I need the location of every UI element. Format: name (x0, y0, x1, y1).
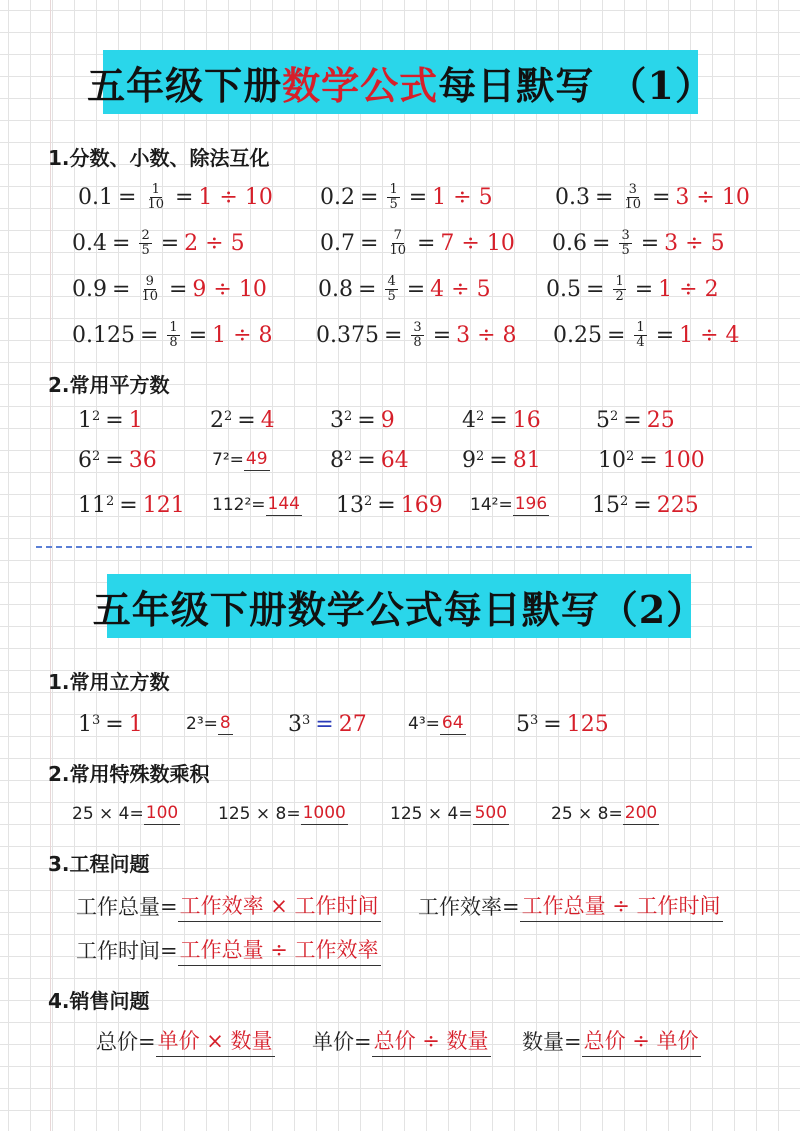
dashed-divider (36, 546, 752, 548)
answer: 8 (219, 713, 231, 733)
page-title-1 (87, 50, 714, 114)
answer: 144 (267, 494, 300, 514)
square-item: 7²= 49 (212, 449, 268, 470)
fraction: $\frac{1}{5}$ (389, 181, 398, 212)
fraction: $\frac{9}{10}$ (141, 273, 158, 304)
answer: 64 (441, 713, 464, 733)
fraction-item: 0.25 = $\frac{1}{4}$ = 1 ÷ 4 (553, 319, 740, 350)
title-1-suffix: 每日默写 （1） (438, 62, 714, 108)
fraction: $\frac{3}{8}$ (413, 319, 422, 350)
fraction-item: 0.9 = $\frac{9}{10}$ = 9 ÷ 10 (72, 273, 267, 304)
section-heading-work-problems: 3.工程问题 (48, 852, 150, 876)
fraction-item: 0.6 = $\frac{3}{5}$ = 3 ÷ 5 (552, 227, 725, 258)
decimal-value: 0.4 (72, 230, 107, 256)
decimal-value: 0.5 (546, 276, 581, 302)
cube-item: 3 $^3$ = 27 (288, 711, 367, 737)
decimal-value: 0.9 (72, 276, 107, 302)
answer: 3 ÷ 5 (664, 230, 725, 256)
square-item: 9 $^2$ = 81 (462, 447, 541, 473)
fraction: $\frac{1}{4}$ (636, 319, 645, 350)
fraction: $\frac{1}{2}$ (615, 273, 624, 304)
answer: 81 (512, 447, 541, 473)
product-item: 125 × 8= 1000 (218, 803, 346, 824)
page-title-2 (92, 574, 706, 638)
decimal-value: 0.3 (555, 184, 590, 210)
section-heading-squares: 2.常用平方数 (48, 373, 170, 397)
products-row (0, 794, 800, 834)
work-formula: 工作效率= 工作总量 ÷ 工作时间 (418, 886, 723, 926)
answer: 9 ÷ 10 (192, 276, 267, 302)
answer: 总价 ÷ 数量 (372, 1025, 491, 1057)
section-heading-cubes: 1.常用立方数 (48, 670, 170, 694)
cube-item: 2³= 8 (186, 713, 231, 734)
sales-row (0, 1021, 800, 1061)
answer: 4 (260, 407, 275, 433)
decimal-value: 0.8 (318, 276, 353, 302)
answer: 工作效率 × 工作时间 (178, 890, 381, 922)
answer: 1 ÷ 4 (679, 322, 740, 348)
decimal-value: 0.6 (552, 230, 587, 256)
answer: 3 ÷ 10 (675, 184, 750, 210)
square-item: 11 $^2$ = 121 (78, 492, 185, 518)
square-item: 15 $^2$ = 225 (592, 492, 699, 518)
fraction-item: 0.5 = $\frac{1}{2}$ = 1 ÷ 2 (546, 273, 719, 304)
square-item: 6 $^2$ = 36 (78, 447, 157, 473)
answer: 16 (512, 407, 541, 433)
squares-row (0, 440, 800, 480)
decimal-value: 0.125 (72, 322, 135, 348)
fraction: $\frac{1}{8}$ (169, 319, 178, 350)
answer: 9 (380, 407, 395, 433)
answer: 1 (128, 711, 143, 737)
work-formula: 工作时间= 工作总量 ÷ 工作效率 (76, 930, 381, 970)
square-item: 2 $^2$ = 4 (210, 407, 275, 433)
fraction: $\frac{7}{10}$ (389, 227, 406, 258)
product-item: 25 × 4= 100 (72, 803, 179, 824)
answer: 2 ÷ 5 (184, 230, 245, 256)
answer: 1 ÷ 2 (658, 276, 719, 302)
square-item: 1 $^2$ = 1 (78, 407, 143, 433)
fraction-row (0, 269, 800, 309)
product-item: 125 × 4= 500 (390, 803, 508, 824)
fraction-item: 0.3 = $\frac{3}{10}$ = 3 ÷ 10 (555, 181, 750, 212)
fraction-row (0, 177, 800, 217)
section-heading-products: 2.常用特殊数乘积 (48, 762, 210, 786)
fraction-item: 0.125 = $\frac{1}{8}$ = 1 ÷ 8 (72, 319, 273, 350)
fraction: $\frac{1}{10}$ (147, 181, 164, 212)
answer: 200 (624, 803, 658, 823)
fraction-item: 0.1 = $\frac{1}{10}$ = 1 ÷ 10 (78, 181, 273, 212)
work-row (0, 886, 800, 926)
fraction-item: 0.8 = $\frac{4}{5}$ = 4 ÷ 5 (318, 273, 491, 304)
answer: 4 ÷ 5 (430, 276, 491, 302)
work-row (0, 930, 800, 970)
answer: 7 ÷ 10 (440, 230, 515, 256)
fraction: $\frac{2}{5}$ (141, 227, 150, 258)
answer: 121 (142, 492, 185, 518)
answer: 125 (566, 711, 609, 737)
title-1-prefix: 五年级下册 (87, 62, 283, 108)
answer: 总价 ÷ 单价 (582, 1025, 701, 1057)
answer: 单价 × 数量 (156, 1025, 275, 1057)
square-item: 5 $^2$ = 25 (596, 407, 675, 433)
answer: 1 (128, 407, 143, 433)
cube-item: 5 $^3$ = 125 (516, 711, 609, 737)
square-item: 112²= 144 (212, 494, 300, 515)
answer: 1 ÷ 8 (212, 322, 273, 348)
work-formula: 工作总量= 工作效率 × 工作时间 (76, 886, 381, 926)
answer: 36 (128, 447, 157, 473)
decimal-value: 0.1 (78, 184, 113, 210)
section-heading-fraction-decimal: 1.分数、小数、除法互化 (48, 146, 270, 170)
answer: 100 (662, 447, 705, 473)
square-item: 13 $^2$ = 169 (336, 492, 443, 518)
sales-formula: 总价= 单价 × 数量 (96, 1021, 275, 1061)
square-item: 4 $^2$ = 16 (462, 407, 541, 433)
section-heading-sales-problems: 4.销售问题 (48, 989, 150, 1013)
answer: 169 (400, 492, 443, 518)
answer: 500 (474, 803, 508, 823)
fraction: $\frac{3}{5}$ (621, 227, 630, 258)
answer: 49 (245, 449, 268, 469)
sales-formula: 数量= 总价 ÷ 单价 (522, 1021, 701, 1061)
answer: 25 (646, 407, 675, 433)
decimal-value: 0.375 (316, 322, 379, 348)
square-item: 8 $^2$ = 64 (330, 447, 409, 473)
fraction-item: 0.375 = $\frac{3}{8}$ = 3 ÷ 8 (316, 319, 517, 350)
fraction-row (0, 315, 800, 355)
answer: 100 (145, 803, 179, 823)
answer: 3 ÷ 8 (456, 322, 517, 348)
title-1-highlight: 数学公式 (282, 62, 439, 108)
square-item: 10 $^2$ = 100 (598, 447, 705, 473)
title-2-text: 五年级下册数学公式每日默写（2） (92, 586, 706, 632)
answer: 196 (514, 494, 548, 514)
answer: 1 ÷ 5 (432, 184, 493, 210)
fraction-item: 0.2 = $\frac{1}{5}$ = 1 ÷ 5 (320, 181, 493, 212)
answer: 1000 (302, 803, 346, 823)
answer: 225 (656, 492, 699, 518)
decimal-value: 0.25 (553, 322, 602, 348)
cubes-row (0, 704, 800, 744)
fraction-item: 0.4 = $\frac{2}{5}$ = 2 ÷ 5 (72, 227, 245, 258)
answer: 工作总量 ÷ 工作时间 (520, 890, 723, 922)
fraction: $\frac{3}{10}$ (624, 181, 641, 212)
fraction-item: 0.7 = $\frac{7}{10}$ = 7 ÷ 10 (320, 227, 515, 258)
cube-item: 1 $^3$ = 1 (78, 711, 143, 737)
answer: 27 (338, 711, 367, 737)
product-item: 25 × 8= 200 (551, 803, 658, 824)
answer: 1 ÷ 10 (198, 184, 273, 210)
answer: 64 (380, 447, 409, 473)
squares-row (0, 400, 800, 440)
decimal-value: 0.2 (320, 184, 355, 210)
sales-formula: 单价= 总价 ÷ 数量 (312, 1021, 491, 1061)
fraction: $\frac{4}{5}$ (387, 273, 396, 304)
square-item: 14²= 196 (470, 494, 548, 515)
decimal-value: 0.7 (320, 230, 355, 256)
squares-row (0, 485, 800, 525)
fraction-row (0, 223, 800, 263)
cube-item: 4³= 64 (408, 713, 464, 734)
answer: 工作总量 ÷ 工作效率 (178, 934, 381, 966)
square-item: 3 $^2$ = 9 (330, 407, 395, 433)
